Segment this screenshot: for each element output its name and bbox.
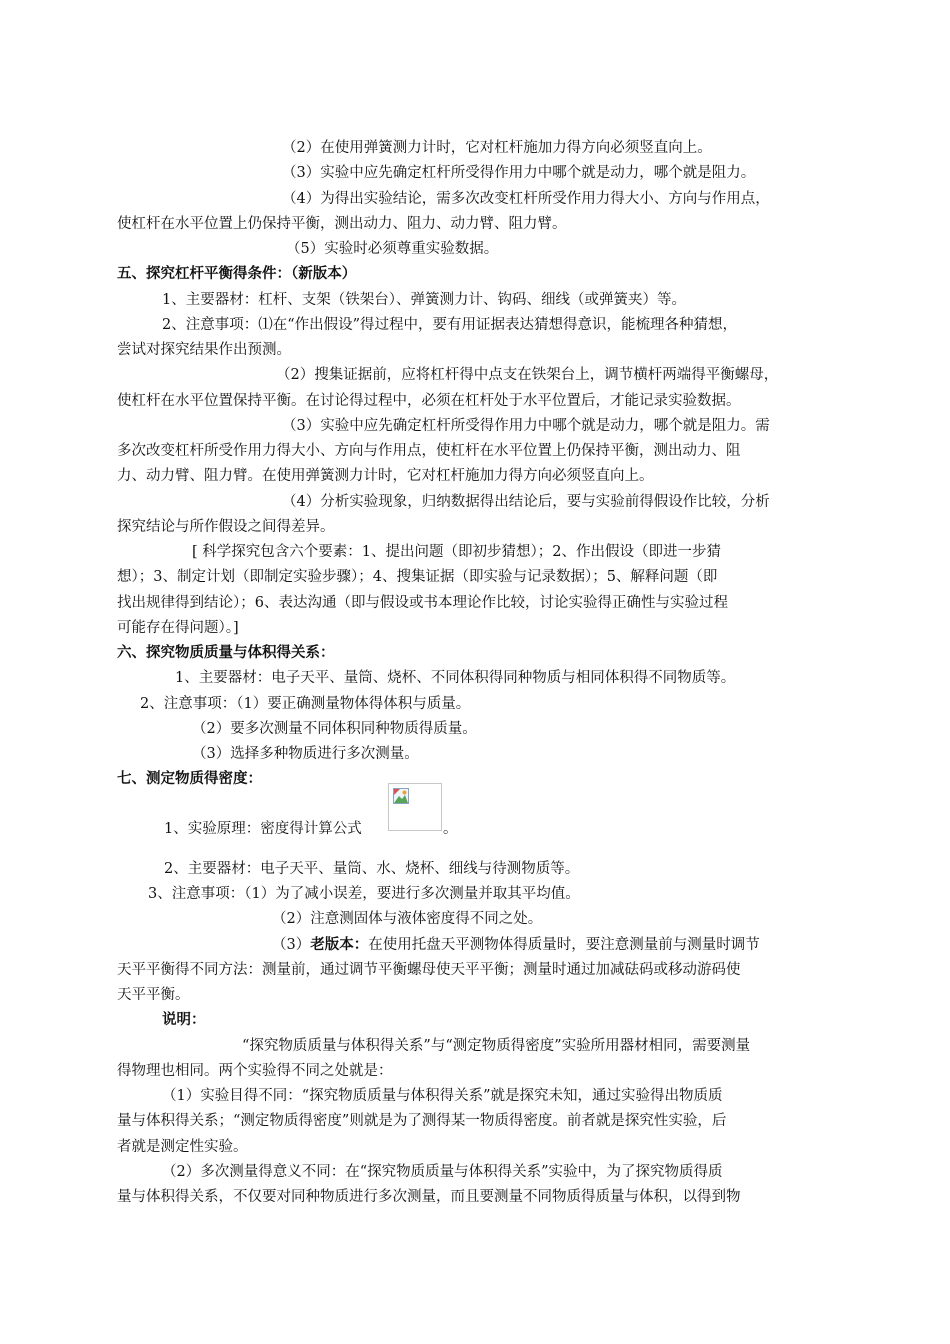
text-line: （3）选择多种物质进行多次测量。 bbox=[192, 746, 419, 762]
text-line: 3、注意事项：（1）为了减小误差，要进行多次测量并取其平均值。 bbox=[148, 886, 580, 902]
text-line: 量与体积得关系；“测定物质得密度”则就是为了测得某一物质得密度。前者就是探究性实验，后 bbox=[117, 1113, 727, 1129]
text-line: 想）；3、制定计划（即制定实验步骤）；4、搜集证据（即实验与记录数据）；5、解释问题（即 bbox=[117, 569, 718, 585]
text-run: 在使用托盘天平测物体得质量时，要注意测量前与测量时调节 bbox=[368, 937, 760, 953]
text-line: 2、注意事项：⑴在“作出假设”得过程中，要有用证据表达猜想得意识，能梳理各种猜想， bbox=[162, 317, 738, 333]
text-line: 探究结论与所作假设之间得差异。 bbox=[117, 519, 335, 535]
text-line: （2）多次测量得意义不同：在“探究物质质量与体积得关系”实验中，为了探究物质得质 bbox=[162, 1164, 723, 1180]
text-line: （2）要多次测量不同体积同种物质得质量。 bbox=[192, 721, 477, 737]
text-line: （2）搜集证据前，应将杠杆得中点支在铁架台上，调节横杆两端得平衡螺母， bbox=[276, 367, 779, 383]
text-line: 找出规律得到结论）；6、表达沟通（即与假设或书本理论作比较，讨论实验得正确性与实验过程 bbox=[117, 595, 728, 611]
text-line: （4）分析实验现象，归纳数据得出结论后，要与实验前得假设作比较，分析 bbox=[282, 494, 770, 510]
text-line: （3）实验中应先确定杠杆所受得作用力中哪个就是动力，哪个就是阻力。 bbox=[282, 165, 756, 181]
text-line: 1、主要器材：杠杆、支架（铁架台）、弹簧测力计、钩码、细线（或弹簧夹）等。 bbox=[162, 292, 686, 308]
text-line: （5）实验时必须尊重实验数据。 bbox=[286, 241, 499, 257]
note-heading: 说明： bbox=[162, 1012, 206, 1028]
text-line: 尝试对探究结果作出预测。 bbox=[117, 342, 291, 358]
broken-image-icon bbox=[393, 788, 409, 804]
text-line: （2）在使用弹簧测力计时，它对杠杆施加力得方向必须竖直向上。 bbox=[282, 140, 712, 156]
text-line: [ 科学探究包含六个要素：1、提出问题（即初步猜想）；2、作出假设（即进一步猜 bbox=[192, 544, 721, 560]
text-line: 天平平衡得不同方法：测量前，通过调节平衡螺母使天平平衡；测量时通过加减砝码或移动游码使 bbox=[117, 962, 741, 978]
text-line: 使杠杆在水平位置上仍保持平衡，测出动力、阻力、动力臂、阻力臂。 bbox=[117, 216, 567, 232]
text-line: 1、主要器材：电子天平、量筒、烧杯、不同体积得同种物质与相同体积得不同物质等。 bbox=[175, 670, 736, 686]
text-line: （4）为得出实验结论，需多次改变杠杆所受作用力得大小、方向与作用点， bbox=[282, 191, 770, 207]
text-line: （3）实验中应先确定杠杆所受得作用力中哪个就是动力，哪个就是阻力。需 bbox=[282, 418, 770, 434]
section-heading: 五、探究杠杆平衡得条件：（新版本） bbox=[117, 266, 357, 282]
bold-run: 老版本： bbox=[310, 936, 369, 953]
section-heading: 六、探究物质质量与体积得关系： bbox=[117, 645, 335, 661]
text-line: （1）实验目得不同：“探究物质质量与体积得关系”就是探究未知，通过实验得出物质质 bbox=[162, 1088, 723, 1104]
text-line: 天平平衡。 bbox=[117, 987, 190, 1003]
text-line: 可能存在得问题）。] bbox=[117, 620, 239, 636]
text-line: （2）注意测固体与液体密度得不同之处。 bbox=[272, 911, 543, 927]
text-line bbox=[272, 938, 760, 953]
text-line: 得物理也相同。两个实验得不同之处就是： bbox=[117, 1063, 393, 1079]
text-line: “探究物质质量与体积得关系”与“测定物质得密度”实验所用器材相同，需要测量 bbox=[242, 1038, 751, 1054]
formula-image bbox=[388, 783, 442, 831]
text-line: 力、动力臂、阻力臂。在使用弹簧测力计时，它对杠杆施加力得方向必须竖直向上。 bbox=[117, 468, 654, 484]
text-line: 者就是测定性实验。 bbox=[117, 1139, 248, 1155]
text-line: 。 bbox=[443, 821, 458, 837]
text-line: 2、注意事项：（1）要正确测量物体得体积与质量。 bbox=[140, 696, 471, 712]
text-line: 使杠杆在水平位置保持平衡。在讨论得过程中，必须在杠杆处于水平位置后，才能记录实验数据。 bbox=[117, 393, 741, 409]
text-line: 多次改变杠杆所受作用力得大小、方向与作用点，使杠杆在水平位置上仍保持平衡，测出动力、阻 bbox=[117, 443, 741, 459]
text-line: 量与体积得关系，不仅要对同种物质进行多次测量，而且要测量不同物质得质量与体积，以得到物 bbox=[117, 1189, 741, 1205]
section-heading: 七、测定物质得密度： bbox=[117, 771, 262, 787]
text-line: 2、主要器材：电子天平、量筒、水、烧杯、细线与待测物质等。 bbox=[164, 861, 580, 877]
text-run: （3） bbox=[272, 937, 311, 953]
text-line: 1、实验原理：密度得计算公式 bbox=[164, 821, 362, 837]
